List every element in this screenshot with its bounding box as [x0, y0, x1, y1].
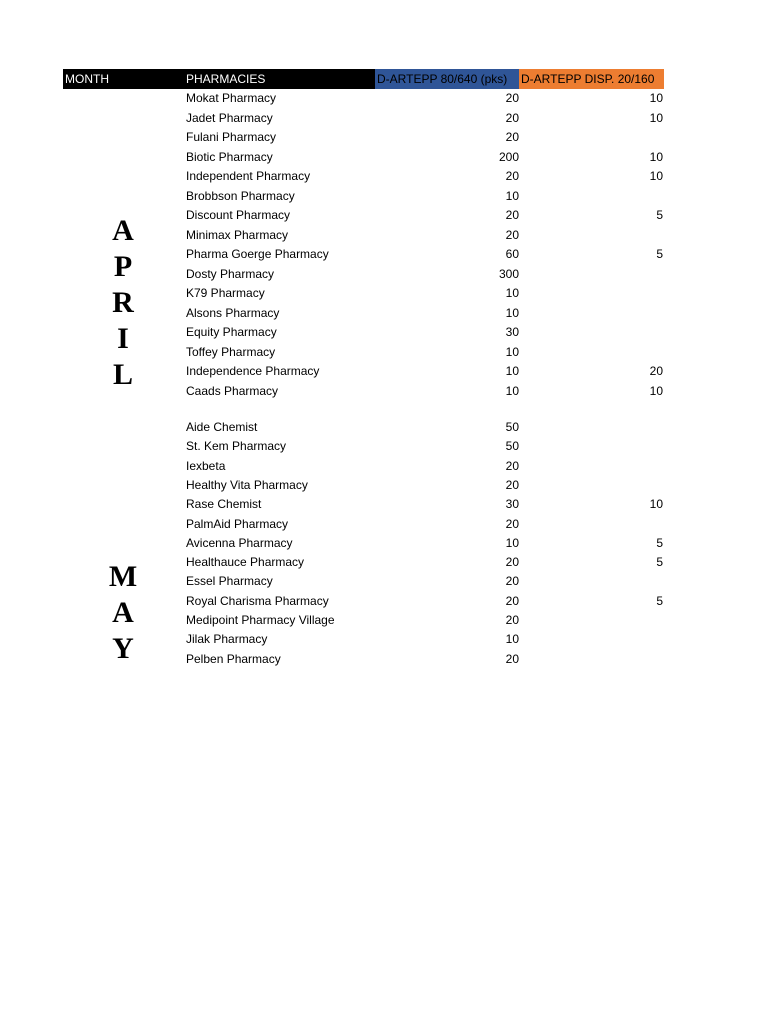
d-artepp-disp-20-160-cell: 5 [656, 555, 663, 570]
header-month: MONTH [63, 69, 183, 89]
table-row [0, 457, 768, 477]
header-d-artepp-80-640: D-ARTEPP 80/640 (pks) [375, 69, 519, 89]
d-artepp-80-640-cell: 20 [505, 651, 519, 666]
table-row [0, 304, 768, 324]
table-row [0, 534, 768, 554]
month-letter: L [112, 358, 133, 391]
d-artepp-80-640-cell: 10 [505, 305, 519, 320]
d-artepp-80-640-cell: 10 [505, 364, 519, 378]
table-row [0, 476, 768, 496]
d-artepp-80-640-cell: 10 [505, 344, 519, 359]
month-letter: I [117, 322, 129, 355]
table-row [0, 343, 768, 363]
d-artepp-80-640-cell: 20 [505, 574, 519, 589]
d-artepp-80-640-cell: 20 [505, 458, 519, 473]
d-artepp-80-640-cell: 20 [505, 130, 519, 144]
table-row [0, 187, 768, 207]
month-letter: M [108, 560, 138, 593]
d-artepp-80-640-cell: 30 [505, 325, 519, 339]
pharmacy-name-cell: Pharma Goerge Pharmacy [186, 247, 329, 261]
d-artepp-80-640-cell: 10 [505, 286, 519, 300]
table-row [0, 362, 768, 382]
table-row [0, 226, 768, 246]
d-artepp-disp-20-160-cell: 5 [656, 593, 663, 608]
table-row [0, 265, 768, 285]
d-artepp-disp-20-160-cell: 20 [649, 364, 663, 378]
pharmacy-name-cell: Independence Pharmacy [186, 364, 320, 378]
d-artepp-80-640-cell: 20 [505, 613, 519, 627]
pharmacy-name-cell: Jilak Pharmacy [186, 632, 268, 647]
d-artepp-80-640-cell: 30 [505, 497, 519, 512]
month-letter: A [112, 596, 134, 629]
pharmacy-name-cell: Biotic Pharmacy [186, 149, 273, 164]
table-row [0, 515, 768, 535]
month-letter: A [112, 214, 134, 247]
pharmacy-name-cell: St. Kem Pharmacy [186, 439, 287, 454]
month-letter: Y [112, 632, 134, 665]
d-artepp-80-640-cell: 20 [505, 91, 519, 105]
d-artepp-disp-20-160-cell: 10 [649, 149, 663, 164]
table-row [0, 128, 768, 148]
table-row [0, 418, 768, 438]
d-artepp-80-640-cell: 20 [505, 227, 519, 242]
pharmacy-name-cell: PalmAid Pharmacy [186, 516, 289, 531]
pharmacy-name-cell: Healthauce Pharmacy [186, 555, 305, 570]
table-row [0, 284, 768, 304]
pharmacy-name-cell: Iexbeta [186, 458, 226, 473]
table-row [0, 89, 768, 109]
header-d-artepp-disp-20-160: D-ARTEPP DISP. 20/160 [519, 69, 664, 89]
pharmacy-name-cell: Essel Pharmacy [186, 574, 273, 589]
pharmacy-name-cell: Medipoint Pharmacy Village [186, 613, 335, 627]
pharmacy-name-cell: Royal Charisma Pharmacy [186, 593, 329, 608]
pharmacy-name-cell: Dosty Pharmacy [186, 266, 275, 281]
d-artepp-80-640-cell: 20 [505, 593, 519, 608]
table-row [0, 650, 768, 670]
pharmacy-name-cell: Toffey Pharmacy [186, 344, 276, 359]
table-row [0, 437, 768, 457]
d-artepp-80-640-cell: 10 [505, 188, 519, 203]
d-artepp-80-640-cell: 50 [505, 420, 519, 434]
pharmacy-name-cell: Mokat Pharmacy [186, 91, 277, 105]
pharmacy-name-cell: Independent Pharmacy [186, 169, 311, 183]
d-artepp-80-640-cell: 20 [505, 516, 519, 531]
table-row [0, 572, 768, 592]
month-letter: P [113, 250, 133, 283]
pharmacy-name-cell: Jadet Pharmacy [186, 110, 273, 125]
table-row [0, 167, 768, 187]
d-artepp-80-640-cell: 20 [505, 555, 519, 570]
table-row [0, 109, 768, 129]
d-artepp-80-640-cell: 200 [498, 149, 519, 164]
header-pharmacies: PHARMACIES [183, 69, 375, 89]
pharmacy-name-cell: Avicenna Pharmacy [186, 535, 293, 550]
d-artepp-disp-20-160-cell: 5 [656, 247, 663, 261]
pharmacy-name-cell: Aide Chemist [186, 420, 258, 434]
pharmacy-name-cell: Equity Pharmacy [186, 325, 277, 339]
pharmacy-name-cell: Fulani Pharmacy [186, 130, 277, 144]
pharmacy-name-cell: Minimax Pharmacy [186, 227, 289, 242]
d-artepp-80-640-cell: 10 [505, 632, 519, 647]
d-artepp-80-640-cell: 20 [505, 208, 519, 222]
table-row [0, 245, 768, 265]
d-artepp-80-640-cell: 20 [505, 110, 519, 125]
table-row [0, 611, 768, 631]
d-artepp-disp-20-160-cell: 5 [656, 208, 663, 222]
d-artepp-disp-20-160-cell: 5 [656, 535, 663, 550]
pharmacy-name-cell: Pelben Pharmacy [186, 651, 281, 666]
table-row [0, 323, 768, 343]
d-artepp-80-640-cell: 300 [498, 266, 519, 281]
d-artepp-80-640-cell: 20 [505, 169, 519, 183]
pharmacy-name-cell: Caads Pharmacy [186, 383, 279, 398]
d-artepp-80-640-cell: 50 [505, 439, 519, 454]
pharmacy-name-cell: Brobbson Pharmacy [186, 188, 295, 203]
d-artepp-80-640-cell: 20 [505, 477, 519, 492]
pharmacy-name-cell: Alsons Pharmacy [186, 305, 280, 320]
d-artepp-80-640-cell: 10 [505, 535, 519, 550]
table-row [0, 382, 768, 402]
d-artepp-disp-20-160-cell: 10 [649, 383, 663, 398]
d-artepp-disp-20-160-cell: 10 [649, 91, 663, 105]
d-artepp-disp-20-160-cell: 10 [649, 110, 663, 125]
table-row [0, 630, 768, 650]
pharmacy-name-cell: Healthy Vita Pharmacy [186, 477, 308, 492]
d-artepp-80-640-cell: 10 [505, 383, 519, 398]
pharmacy-name-cell: Discount Pharmacy [186, 208, 291, 222]
d-artepp-80-640-cell: 60 [505, 247, 519, 261]
pharmacy-name-cell: K79 Pharmacy [186, 286, 265, 300]
pharmacy-name-cell: Rase Chemist [186, 497, 262, 512]
table-row [0, 148, 768, 168]
table-row [0, 495, 768, 515]
table-row [0, 553, 768, 573]
d-artepp-disp-20-160-cell: 10 [649, 497, 663, 512]
month-letter: R [112, 286, 134, 319]
table-row [0, 592, 768, 612]
table-row [0, 206, 768, 226]
d-artepp-disp-20-160-cell: 10 [649, 169, 663, 183]
